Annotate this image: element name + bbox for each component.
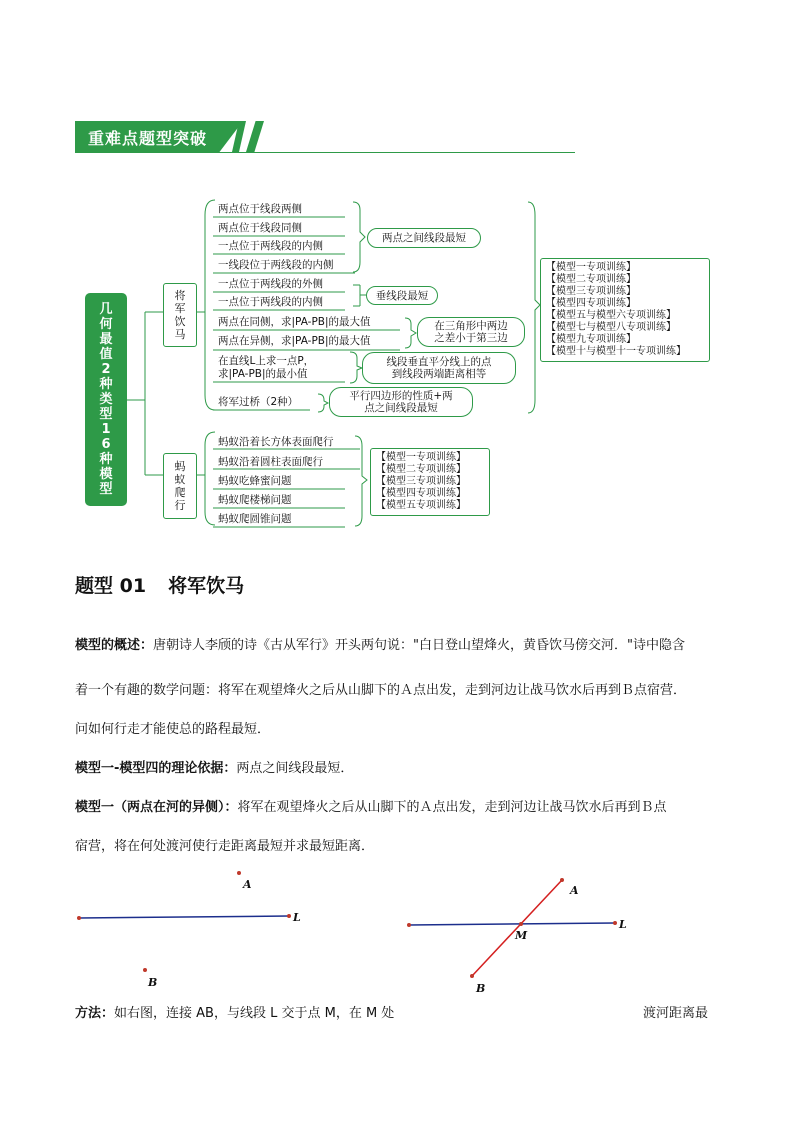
mindmap-item: 一点位于两线段的内侧 [218, 296, 323, 308]
label-a: A [570, 884, 579, 897]
category-label: 将军饮马 [174, 289, 186, 341]
training-item[interactable]: 【模型一专项训练】 [546, 262, 636, 273]
river-line-left [79, 916, 289, 918]
basis-text: 两点之间线段最短． [236, 761, 354, 776]
mindmap-item: 两点位于线段两侧 [218, 203, 302, 215]
overview-line-2: 着一个有趣的数学问题：将军在观望烽火之后从山脚下的Ａ点出发，走到河边让战马饮水后再到Ｂ点宿营． [75, 683, 687, 698]
segment-ab [472, 880, 562, 976]
model1-line-2: 宿营，将在何处渡河使行走距离最短并求最短距离． [75, 839, 375, 854]
point-endpoint [613, 921, 617, 925]
label-l: L [619, 918, 627, 931]
model1-label: 模型一（两点在河的异侧）： [75, 800, 238, 815]
point-b [143, 968, 147, 972]
mindmap-item: 蚂蚁爬楼梯问题 [218, 494, 292, 506]
training-item[interactable]: 【模型五专项训练】 [376, 500, 466, 511]
point-a [237, 871, 241, 875]
overview-line-3: 问如何行走才能使总的路程最短． [75, 722, 271, 737]
pill-text: 线段垂直平分线上的点 [386, 356, 492, 368]
mindmap-item: 蚂蚁沿着长方体表面爬行 [218, 436, 334, 448]
training-item[interactable]: 【模型三专项训练】 [376, 476, 466, 487]
label-l: L [293, 911, 301, 924]
training-item[interactable]: 【模型一专项训练】 [376, 452, 466, 463]
pill-text: 在三角形中两边 [434, 320, 508, 332]
river-line-right [409, 923, 615, 925]
method-text: 如右图，连接 AB，与线段 L 交于点 M，在 M 处 [114, 1006, 395, 1021]
training-item[interactable]: 【模型十与模型十一专项训练】 [546, 346, 686, 357]
training-item[interactable]: 【模型二专项训练】 [376, 464, 466, 475]
method-line [75, 1002, 394, 1021]
mindmap-item: 两点在同侧，求|PA-PB|的最大值 [218, 316, 371, 328]
label-a: A [243, 878, 252, 891]
basis-label: 模型一-模型四的理论依据： [75, 761, 237, 776]
pill-text: 之差小于第三边 [434, 332, 508, 344]
pill-text: 点之间线段最短 [364, 402, 438, 414]
training-item[interactable]: 【模型九专项训练】 [546, 334, 636, 345]
section-number: 题型 01 [75, 575, 147, 597]
overview-label: 模型的概述： [75, 638, 154, 653]
pill-text: 平行四边形的性质+两 [349, 390, 453, 402]
mindmap-item: 两点位于线段同侧 [218, 222, 302, 234]
mindmap-item: 蚂蚁爬圆锥问题 [218, 513, 292, 525]
figure-left [77, 871, 291, 972]
point-b [470, 974, 474, 978]
label-m: M [515, 929, 528, 942]
mindmap-root-label: 几何最值2种类型16种模型 [99, 302, 113, 497]
pill-text: 垂线段最短 [375, 289, 429, 302]
mindmap-item: 一线段位于两线段的内侧 [218, 259, 334, 271]
section-title: 将军饮马 [168, 575, 245, 597]
training-item[interactable]: 【模型四专项训练】 [376, 488, 466, 499]
mindmap-item: 两点在异侧，求|PA-PB|的最大值 [218, 335, 371, 347]
training-item[interactable]: 【模型二专项训练】 [546, 274, 636, 285]
label-b: B [148, 976, 158, 989]
mindmap-item: 一点位于两线段的外侧 [218, 278, 323, 290]
pill-text: 到线段两端距离相等 [391, 368, 487, 380]
point-endpoint [77, 916, 81, 920]
mindmap-item: 将军过桥（2种） [218, 396, 299, 408]
mindmap-item: 蚂蚁吃蜂蜜问题 [218, 475, 292, 487]
training-item[interactable]: 【模型五与模型六专项训练】 [546, 310, 676, 321]
mindmap-item: 一点位于两线段的内侧 [218, 240, 323, 252]
mindmap-item: 蚂蚁沿着圆柱表面爬行 [218, 456, 323, 468]
mindmap-item: 求|PA-PB|的最小值 [218, 368, 308, 380]
mindmap-item: 在直线L上求一点P， [218, 355, 315, 367]
banner-title: 重难点题型突破 [88, 129, 208, 148]
point-endpoint [287, 914, 291, 918]
training-item[interactable]: 【模型七与模型八专项训练】 [546, 322, 676, 333]
point-endpoint [407, 923, 411, 927]
point-a [560, 878, 564, 882]
overview-text: 唐朝诗人李颀的诗《古从军行》开头两句说："白日登山望烽火，黄昏饮马傍交河．"诗中隐含 [153, 638, 685, 653]
training-item[interactable]: 【模型三专项训练】 [546, 286, 636, 297]
figure-right [407, 878, 617, 978]
training-item[interactable]: 【模型四专项训练】 [546, 298, 636, 309]
category-label: 蚂蚁爬行 [174, 460, 186, 512]
pill-text: 两点之间线段最短 [382, 232, 466, 244]
model1-text: 将军在观望烽火之后从山脚下的Ａ点出发，走到河边让战马饮水后再到Ｂ点 [237, 800, 667, 815]
point-m [519, 922, 523, 926]
label-b: B [476, 982, 486, 995]
method-tail: 渡河距离最 [643, 1006, 709, 1021]
method-label: 方法： [75, 1006, 115, 1021]
